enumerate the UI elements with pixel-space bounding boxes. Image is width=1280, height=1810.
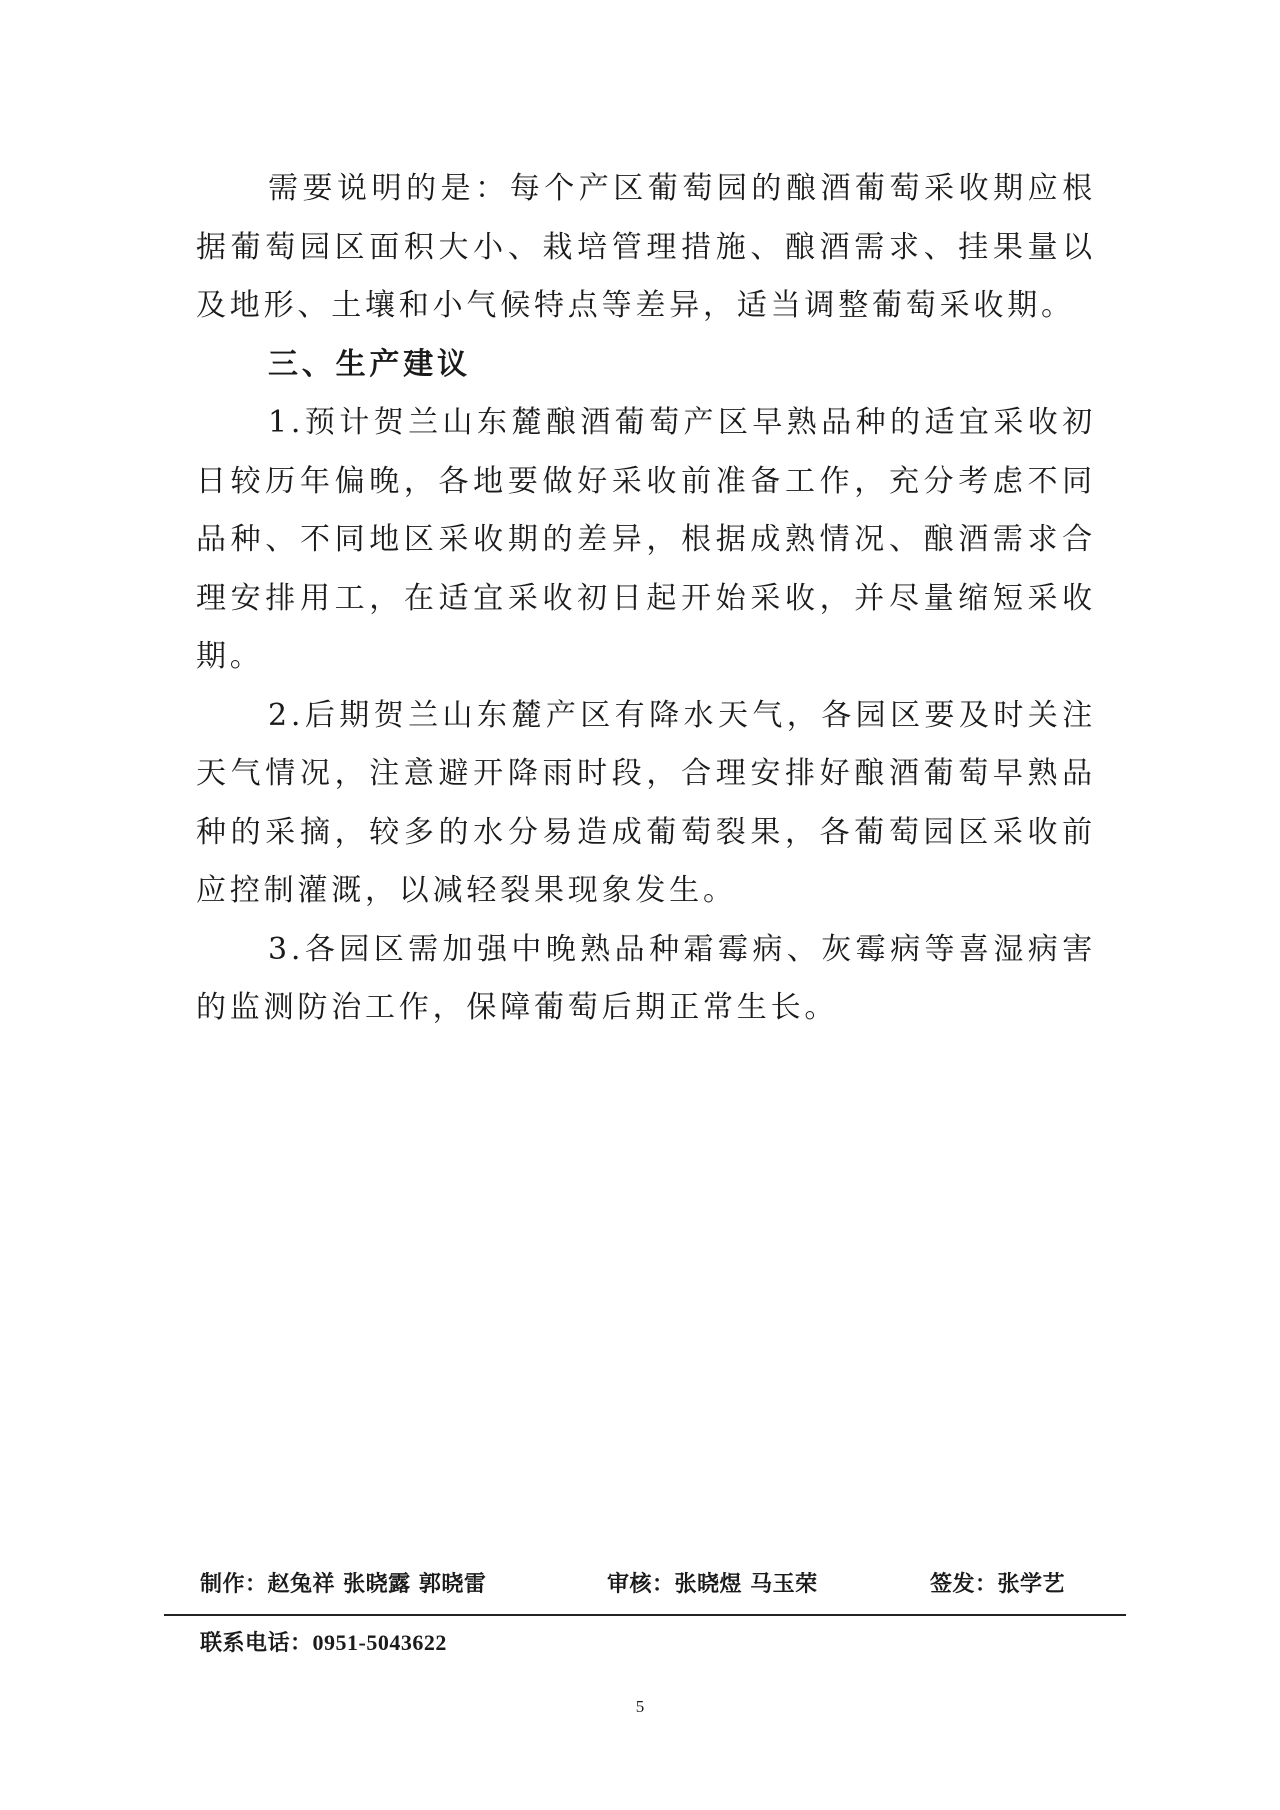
document-body (196, 160, 1096, 1038)
suggestion-item-3: 3.各园区需加强中晚熟品种霜霉病、灰霉病等喜湿病害的监测防治工作，保障葡萄后期正常生长。 (196, 931, 1096, 1025)
issuer-credit: 签发：张学艺 (930, 1572, 1066, 1597)
page-number: 5 (635, 1697, 645, 1716)
footer-divider (164, 1614, 1126, 1616)
contact-line (200, 1626, 447, 1657)
footer-credits (200, 1567, 1080, 1601)
suggestion-item-2: 2.后期贺兰山东麓产区有降水天气，各园区要及时关注天气情况，注意避开降雨时段，合理安排好酿酒葡萄早熟品种的采摘，较多的水分易造成葡萄裂果，各葡萄园区采收前应控制灌溉，以减轻裂果现象发生。 (196, 697, 1096, 908)
note-paragraph: 需要说明的是：每个产区葡萄园的酿酒葡萄采收期应根据葡萄园区面积大小、栽培管理措施、酿酒需求、挂果量以及地形、土壤和小气候特点等差异，适当调整葡萄采收期。 (196, 171, 1096, 323)
suggestion-item-1: 1.预计贺兰山东麓酿酒葡萄产区早熟品种的适宜采收初日较历年偏晚，各地要做好采收前准备工作，充分考虑不同品种、不同地区采收期的差异，根据成熟情况、酿酒需求合理安排用工，在适宜采收初日起开始采收，并尽量缩短采收期。 (196, 405, 1096, 674)
producers-credit: 制作：赵兔祥 张晓露 郭晓雷 (200, 1572, 487, 1597)
contact-number: 0951-5043622 (312, 1630, 447, 1655)
reviewers-credit: 审核：张晓煜 马玉荣 (607, 1572, 818, 1597)
contact-label: 联系电话： (200, 1631, 313, 1656)
section-heading: 三、生产建议 (268, 346, 471, 382)
